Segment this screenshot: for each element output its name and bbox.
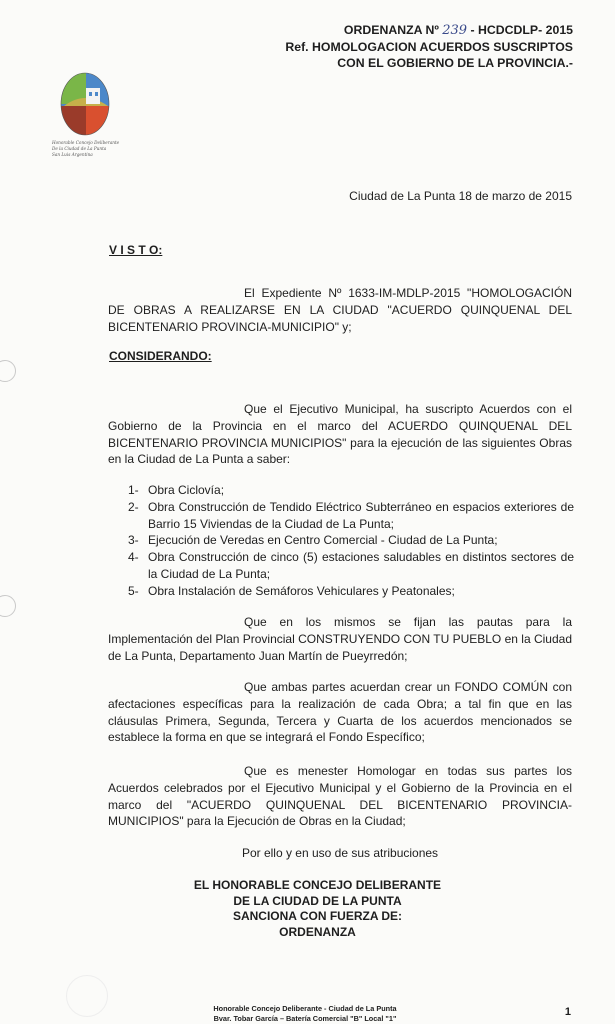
considerando-paragraph-3: Que ambas partes acuerdan crear un FONDO COMÚN con afectaciones específicas para la realización de cada Obra; a tal fin que en las cláusulas Primera, Segunda, Tercera y Cuarta de los acuerdos mencionados se establece la forma en que se integrará el Fondo Específico;	[108, 680, 572, 745]
ordinance-number-handwritten: 239	[442, 23, 468, 38]
considerando-paragraph-4: Que es menester Homologar en todas sus partes los Acuerdos celebrados por el Ejecutivo Municipal y el Gobierno de la Provincia en el marco del "ACUERDO QUINQUENAL DEL BICENTENARIO PROVINCIA-MUNICIPIOS" para la Ejecución de Obras en la Ciudad;	[108, 764, 572, 829]
page-number: 1	[564, 1006, 571, 1018]
closing-statement: Por ello y en uso de sus atribuciones	[241, 846, 439, 860]
ordinance-label: ORDENANZA Nº	[343, 23, 439, 37]
list-item: 3- Ejecución de Veredas en Centro Comercial - Ciudad de La Punta;	[128, 533, 498, 548]
considerando-heading: CONSIDERANDO:	[109, 349, 212, 363]
reference-line-1: Ref. HOMOLOGACION ACUERDOS SUSCRIPTOS	[285, 40, 573, 54]
list-item: 4- Obra Construcción de cinco (5) estaciones saludables en distintos sectores de la Ciudad de La Punta;	[128, 550, 574, 581]
document-header	[285, 22, 573, 71]
page-footer: Honorable Concejo Deliberante - Ciudad de La Punta Bvar. Tobar García – Batería Comercial "B" Local "1"	[213, 1004, 397, 1023]
faded-stamp	[66, 975, 108, 1017]
considerando-paragraph-2: Que en los mismos se fijan las pautas para la Implementación del Plan Provincial CONSTRUYENDO CON TU PUEBLO en la Ciudad de La Punta, Departamento Juan Martín de Pueyrredón;	[108, 615, 572, 663]
logo-caption: Honorable Concejo Deliberante De la Ciudad de La Punta San Luis Argentina	[52, 140, 120, 157]
list-item: 2- Obra Construcción de Tendido Eléctrico Subterráneo en espacios exteriores de Barrio 15 Viviendas de la Ciudad de La Punta;	[128, 499, 574, 531]
punch-hole	[0, 360, 16, 382]
works-list	[128, 482, 574, 600]
punch-hole	[0, 595, 16, 617]
sanction-block: EL HONORABLE CONCEJO DELIBERANTE DE LA CIUDAD DE LA PUNTA SANCIONA CON FUERZA DE: ORDENANZA	[193, 878, 442, 939]
visto-heading: V I S T O:	[109, 243, 163, 257]
concejo-logo-icon	[56, 70, 114, 138]
list-item: 5- Obra Instalación de Semáforos Vehiculares y Peatonales;	[128, 583, 455, 598]
considerando-paragraph-1: Que el Ejecutivo Municipal, ha suscripto Acuerdos con el Gobierno de la Provincia en el marco del ACUERDO QUINQUENAL DEL BICENTENARIO PROVINCIA MUNICIPIOS" para la ejecución de las siguientes Obras en la Ciudad de La Punta a saber:	[108, 402, 572, 467]
visto-paragraph: El Expediente Nº 1633-IM-MDLP-2015 "HOMOLOGACIÓN DE OBRAS A REALIZARSE EN LA CIUDAD "ACUERDO QUINQUENAL DEL BICENTENARIO PROVINCIA-MUNICIPIO" y;	[108, 286, 572, 334]
ordinance-number-line	[285, 22, 573, 39]
reference-line-2: CON EL GOBIERNO DE LA PROVINCIA.-	[337, 56, 573, 70]
ordinance-code: - HCDCDLP- 2015	[470, 23, 573, 37]
document-date: Ciudad de La Punta 18 de marzo de 2015	[349, 189, 572, 203]
list-item: 1- Obra Ciclovía;	[128, 483, 225, 497]
